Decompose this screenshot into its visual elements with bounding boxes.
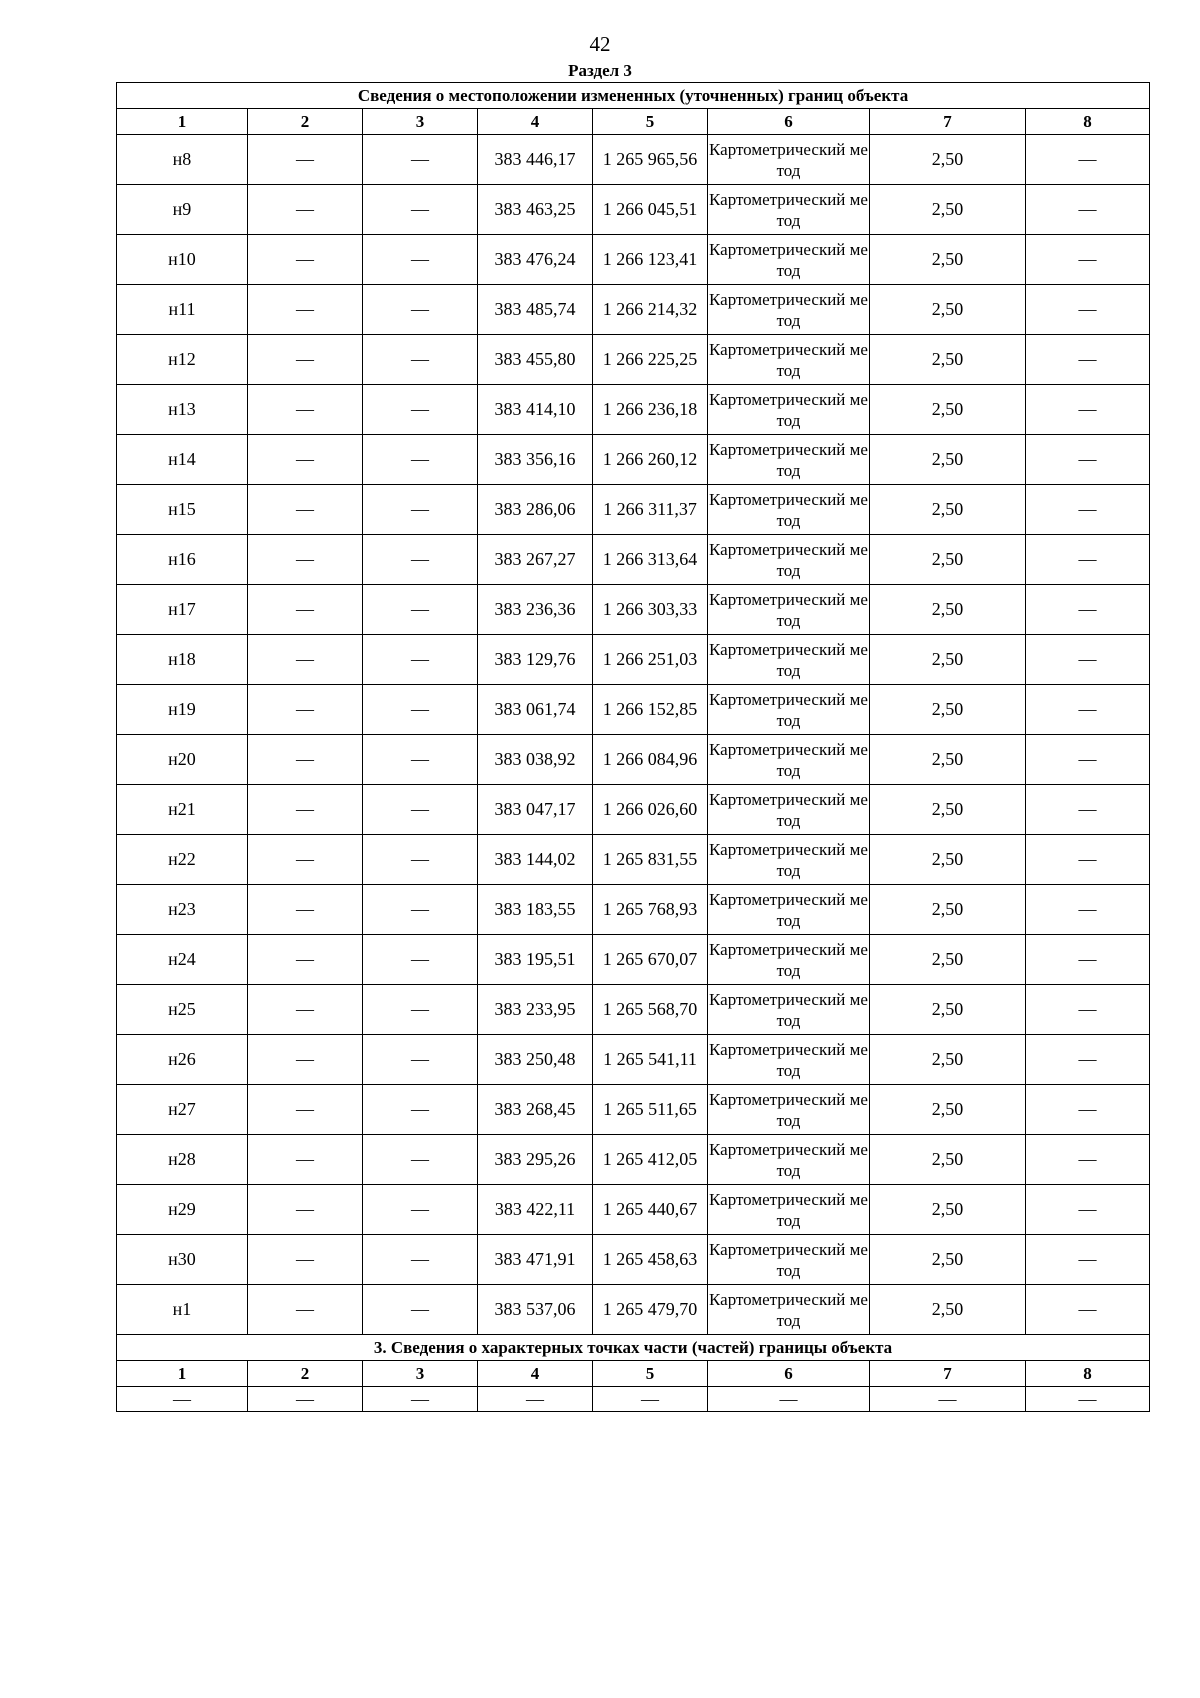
x-coordinate-cell: 383 537,06 (478, 1285, 593, 1335)
column-3-cell: — (363, 1285, 478, 1335)
point-cell: н28 (117, 1135, 248, 1185)
column-3-cell: — (363, 785, 478, 835)
column-2-cell: — (248, 635, 363, 685)
table-row (117, 485, 1150, 535)
y-coordinate-cell: 1 265 568,70 (593, 985, 708, 1035)
table-row (117, 1235, 1150, 1285)
method-cell: Картометрический метод (708, 835, 870, 885)
accuracy-cell: 2,50 (870, 485, 1026, 535)
accuracy-cell: 2,50 (870, 1285, 1026, 1335)
method-cell: Картометрический метод (708, 985, 870, 1035)
column-8-cell: — (1026, 1185, 1150, 1235)
accuracy-cell: 2,50 (870, 735, 1026, 785)
x-coordinate-cell: 383 476,24 (478, 235, 593, 285)
method-cell: Картометрический метод (708, 1085, 870, 1135)
column-header: 5 (593, 109, 708, 135)
point-cell: н25 (117, 985, 248, 1035)
column-8-cell: — (1026, 485, 1150, 535)
method-cell: Картометрический метод (708, 1185, 870, 1235)
column-header: 6 (708, 109, 870, 135)
table-row (117, 1085, 1150, 1135)
y-coordinate-cell: 1 266 084,96 (593, 735, 708, 785)
x-coordinate-cell: 383 286,06 (478, 485, 593, 535)
column-2-cell: — (248, 235, 363, 285)
column-3-cell: — (363, 285, 478, 335)
column-8-cell: — (1026, 435, 1150, 485)
part-column-header-row (117, 1361, 1150, 1387)
part-cell: — (363, 1387, 478, 1412)
column-8-cell: — (1026, 1135, 1150, 1185)
method-cell: Картометрический метод (708, 135, 870, 185)
column-2-cell: — (248, 785, 363, 835)
x-coordinate-cell: 383 485,74 (478, 285, 593, 335)
table-row (117, 685, 1150, 735)
table-row (117, 985, 1150, 1035)
y-coordinate-cell: 1 266 251,03 (593, 635, 708, 685)
table-row (117, 635, 1150, 685)
accuracy-cell: 2,50 (870, 1235, 1026, 1285)
y-coordinate-cell: 1 266 311,37 (593, 485, 708, 535)
y-coordinate-cell: 1 265 458,63 (593, 1235, 708, 1285)
table-row (117, 185, 1150, 235)
section-title: Раздел 3 (568, 61, 632, 80)
y-coordinate-cell: 1 265 831,55 (593, 835, 708, 885)
y-coordinate-cell: 1 265 440,67 (593, 1185, 708, 1235)
part-column-header: 2 (248, 1361, 363, 1387)
method-cell: Картометрический метод (708, 235, 870, 285)
column-3-cell: — (363, 535, 478, 585)
column-8-cell: — (1026, 785, 1150, 835)
accuracy-cell: 2,50 (870, 285, 1026, 335)
y-coordinate-cell: 1 266 026,60 (593, 785, 708, 835)
table-caption: Сведения о местоположении измененных (уточненных) границ объекта (117, 83, 1150, 109)
x-coordinate-cell: 383 250,48 (478, 1035, 593, 1085)
part-table-row (117, 1387, 1150, 1412)
table-row (117, 1185, 1150, 1235)
x-coordinate-cell: 383 455,80 (478, 335, 593, 385)
column-2-cell: — (248, 935, 363, 985)
accuracy-cell: 2,50 (870, 435, 1026, 485)
column-3-cell: — (363, 235, 478, 285)
y-coordinate-cell: 1 266 313,64 (593, 535, 708, 585)
table-row (117, 885, 1150, 935)
point-cell: н1 (117, 1285, 248, 1335)
x-coordinate-cell: 383 295,26 (478, 1135, 593, 1185)
x-coordinate-cell: 383 061,74 (478, 685, 593, 735)
x-coordinate-cell: 383 047,17 (478, 785, 593, 835)
accuracy-cell: 2,50 (870, 1185, 1026, 1235)
point-cell: н12 (117, 335, 248, 385)
x-coordinate-cell: 383 463,25 (478, 185, 593, 235)
column-2-cell: — (248, 1285, 363, 1335)
part-cell: — (593, 1387, 708, 1412)
accuracy-cell: 2,50 (870, 585, 1026, 635)
column-header: 2 (248, 109, 363, 135)
column-8-cell: — (1026, 635, 1150, 685)
column-8-cell: — (1026, 935, 1150, 985)
point-cell: н19 (117, 685, 248, 735)
x-coordinate-cell: 383 267,27 (478, 535, 593, 585)
column-3-cell: — (363, 585, 478, 635)
column-header: 7 (870, 109, 1026, 135)
column-3-cell: — (363, 985, 478, 1035)
column-2-cell: — (248, 985, 363, 1035)
column-3-cell: — (363, 1135, 478, 1185)
x-coordinate-cell: 383 038,92 (478, 735, 593, 785)
column-2-cell: — (248, 185, 363, 235)
method-cell: Картометрический метод (708, 385, 870, 435)
column-8-cell: — (1026, 385, 1150, 435)
accuracy-cell: 2,50 (870, 135, 1026, 185)
table-row (117, 785, 1150, 835)
method-cell: Картометрический метод (708, 1035, 870, 1085)
column-8-cell: — (1026, 735, 1150, 785)
table-row (117, 935, 1150, 985)
column-8-cell: — (1026, 1035, 1150, 1085)
table-row (117, 335, 1150, 385)
column-8-cell: — (1026, 685, 1150, 735)
table-row (117, 1285, 1150, 1335)
part-caption-row (117, 1335, 1150, 1361)
column-8-cell: — (1026, 185, 1150, 235)
column-3-cell: — (363, 485, 478, 535)
part-caption: 3. Сведения о характерных точках части (частей) границы объекта (117, 1335, 1150, 1361)
point-cell: н24 (117, 935, 248, 985)
column-2-cell: — (248, 1185, 363, 1235)
y-coordinate-cell: 1 266 152,85 (593, 685, 708, 735)
column-8-cell: — (1026, 285, 1150, 335)
accuracy-cell: 2,50 (870, 785, 1026, 835)
table-row (117, 435, 1150, 485)
y-coordinate-cell: 1 265 965,56 (593, 135, 708, 185)
point-cell: н8 (117, 135, 248, 185)
column-2-cell: — (248, 335, 363, 385)
method-cell: Картометрический метод (708, 185, 870, 235)
x-coordinate-cell: 383 422,11 (478, 1185, 593, 1235)
column-2-cell: — (248, 1035, 363, 1085)
column-8-cell: — (1026, 985, 1150, 1035)
method-cell: Картометрический метод (708, 435, 870, 485)
point-cell: н23 (117, 885, 248, 935)
method-cell: Картометрический метод (708, 335, 870, 385)
method-cell: Картометрический метод (708, 885, 870, 935)
accuracy-cell: 2,50 (870, 835, 1026, 885)
accuracy-cell: 2,50 (870, 1135, 1026, 1185)
column-3-cell: — (363, 385, 478, 435)
column-2-cell: — (248, 385, 363, 435)
accuracy-cell: 2,50 (870, 685, 1026, 735)
column-3-cell: — (363, 935, 478, 985)
method-cell: Картометрический метод (708, 1135, 870, 1185)
column-8-cell: — (1026, 335, 1150, 385)
x-coordinate-cell: 383 195,51 (478, 935, 593, 985)
boundary-table (116, 82, 1150, 1412)
point-cell: н27 (117, 1085, 248, 1135)
y-coordinate-cell: 1 266 260,12 (593, 435, 708, 485)
column-3-cell: — (363, 1085, 478, 1135)
table-caption-row (117, 83, 1150, 109)
y-coordinate-cell: 1 265 479,70 (593, 1285, 708, 1335)
point-cell: н17 (117, 585, 248, 635)
accuracy-cell: 2,50 (870, 935, 1026, 985)
x-coordinate-cell: 383 446,17 (478, 135, 593, 185)
table-row (117, 585, 1150, 635)
column-8-cell: — (1026, 885, 1150, 935)
column-2-cell: — (248, 135, 363, 185)
column-2-cell: — (248, 1235, 363, 1285)
method-cell: Картометрический метод (708, 585, 870, 635)
column-header: 8 (1026, 109, 1150, 135)
column-header: 1 (117, 109, 248, 135)
y-coordinate-cell: 1 266 045,51 (593, 185, 708, 235)
x-coordinate-cell: 383 268,45 (478, 1085, 593, 1135)
table-row (117, 135, 1150, 185)
x-coordinate-cell: 383 144,02 (478, 835, 593, 885)
point-cell: н29 (117, 1185, 248, 1235)
x-coordinate-cell: 383 414,10 (478, 385, 593, 435)
y-coordinate-cell: 1 265 670,07 (593, 935, 708, 985)
method-cell: Картометрический метод (708, 485, 870, 535)
part-column-header: 4 (478, 1361, 593, 1387)
accuracy-cell: 2,50 (870, 185, 1026, 235)
method-cell: Картометрический метод (708, 635, 870, 685)
accuracy-cell: 2,50 (870, 1085, 1026, 1135)
column-3-cell: — (363, 835, 478, 885)
column-3-cell: — (363, 435, 478, 485)
column-8-cell: — (1026, 535, 1150, 585)
method-cell: Картометрический метод (708, 285, 870, 335)
column-2-cell: — (248, 585, 363, 635)
page-number: 42 (589, 32, 611, 56)
column-2-cell: — (248, 685, 363, 735)
point-cell: н10 (117, 235, 248, 285)
column-8-cell: — (1026, 235, 1150, 285)
x-coordinate-cell: 383 129,76 (478, 635, 593, 685)
table-row (117, 735, 1150, 785)
part-column-header: 7 (870, 1361, 1026, 1387)
part-column-header: 8 (1026, 1361, 1150, 1387)
table-row (117, 535, 1150, 585)
point-cell: н11 (117, 285, 248, 335)
table-row (117, 385, 1150, 435)
column-2-cell: — (248, 285, 363, 335)
point-cell: н20 (117, 735, 248, 785)
point-cell: н13 (117, 385, 248, 435)
y-coordinate-cell: 1 265 768,93 (593, 885, 708, 935)
column-8-cell: — (1026, 1235, 1150, 1285)
column-3-cell: — (363, 635, 478, 685)
point-cell: н15 (117, 485, 248, 535)
y-coordinate-cell: 1 266 225,25 (593, 335, 708, 385)
table-row (117, 235, 1150, 285)
point-cell: н22 (117, 835, 248, 885)
y-coordinate-cell: 1 266 303,33 (593, 585, 708, 635)
method-cell: Картометрический метод (708, 1285, 870, 1335)
y-coordinate-cell: 1 265 511,65 (593, 1085, 708, 1135)
method-cell: Картометрический метод (708, 935, 870, 985)
column-3-cell: — (363, 885, 478, 935)
method-cell: Картометрический метод (708, 685, 870, 735)
point-cell: н26 (117, 1035, 248, 1085)
column-2-cell: — (248, 835, 363, 885)
x-coordinate-cell: 383 356,16 (478, 435, 593, 485)
column-3-cell: — (363, 335, 478, 385)
method-cell: Картометрический метод (708, 785, 870, 835)
column-2-cell: — (248, 535, 363, 585)
y-coordinate-cell: 1 265 412,05 (593, 1135, 708, 1185)
column-2-cell: — (248, 735, 363, 785)
column-3-cell: — (363, 685, 478, 735)
part-cell: — (248, 1387, 363, 1412)
y-coordinate-cell: 1 266 123,41 (593, 235, 708, 285)
column-3-cell: — (363, 135, 478, 185)
column-3-cell: — (363, 735, 478, 785)
method-cell: Картометрический метод (708, 535, 870, 585)
x-coordinate-cell: 383 471,91 (478, 1235, 593, 1285)
part-column-header: 3 (363, 1361, 478, 1387)
accuracy-cell: 2,50 (870, 335, 1026, 385)
point-cell: н30 (117, 1235, 248, 1285)
x-coordinate-cell: 383 236,36 (478, 585, 593, 635)
table-row (117, 285, 1150, 335)
column-2-cell: — (248, 485, 363, 535)
x-coordinate-cell: 383 183,55 (478, 885, 593, 935)
method-cell: Картометрический метод (708, 735, 870, 785)
column-header-row (117, 109, 1150, 135)
part-column-header: 6 (708, 1361, 870, 1387)
point-cell: н9 (117, 185, 248, 235)
point-cell: н14 (117, 435, 248, 485)
column-8-cell: — (1026, 585, 1150, 635)
accuracy-cell: 2,50 (870, 635, 1026, 685)
table-row (117, 1035, 1150, 1085)
accuracy-cell: 2,50 (870, 985, 1026, 1035)
column-3-cell: — (363, 1185, 478, 1235)
column-2-cell: — (248, 435, 363, 485)
column-header: 3 (363, 109, 478, 135)
method-cell: Картометрический метод (708, 1235, 870, 1285)
column-8-cell: — (1026, 135, 1150, 185)
part-cell: — (478, 1387, 593, 1412)
part-column-header: 5 (593, 1361, 708, 1387)
part-cell: — (117, 1387, 248, 1412)
column-3-cell: — (363, 185, 478, 235)
part-column-header: 1 (117, 1361, 248, 1387)
column-3-cell: — (363, 1235, 478, 1285)
column-2-cell: — (248, 885, 363, 935)
y-coordinate-cell: 1 266 214,32 (593, 285, 708, 335)
accuracy-cell: 2,50 (870, 235, 1026, 285)
column-8-cell: — (1026, 835, 1150, 885)
column-header: 4 (478, 109, 593, 135)
accuracy-cell: 2,50 (870, 1035, 1026, 1085)
column-8-cell: — (1026, 1285, 1150, 1335)
point-cell: н16 (117, 535, 248, 585)
point-cell: н18 (117, 635, 248, 685)
point-cell: н21 (117, 785, 248, 835)
part-cell: — (708, 1387, 870, 1412)
x-coordinate-cell: 383 233,95 (478, 985, 593, 1035)
table-row (117, 1135, 1150, 1185)
y-coordinate-cell: 1 266 236,18 (593, 385, 708, 435)
column-8-cell: — (1026, 1085, 1150, 1135)
y-coordinate-cell: 1 265 541,11 (593, 1035, 708, 1085)
column-2-cell: — (248, 1085, 363, 1135)
part-cell: — (1026, 1387, 1150, 1412)
column-2-cell: — (248, 1135, 363, 1185)
part-cell: — (870, 1387, 1026, 1412)
accuracy-cell: 2,50 (870, 535, 1026, 585)
accuracy-cell: 2,50 (870, 885, 1026, 935)
accuracy-cell: 2,50 (870, 385, 1026, 435)
table-row (117, 835, 1150, 885)
column-3-cell: — (363, 1035, 478, 1085)
